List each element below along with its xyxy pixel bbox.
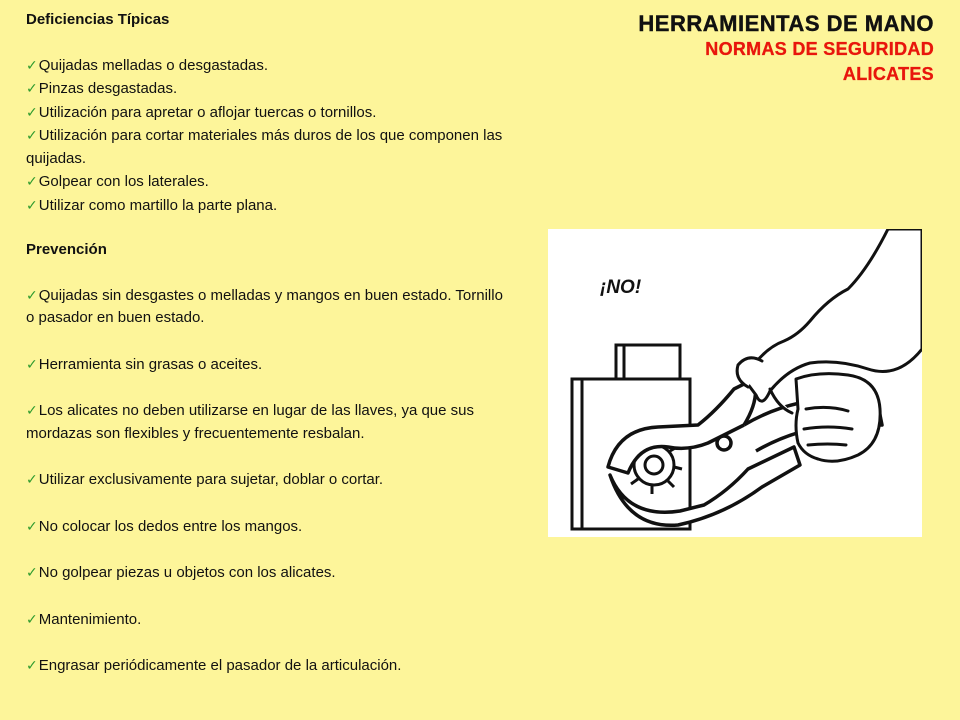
- deficiencias-list: [26, 54, 536, 218]
- prevencion-list: [26, 284, 536, 678]
- list-item: ✓No colocar los dedos entre los mangos.: [26, 517, 303, 535]
- checkmark-icon: ✓: [26, 103, 38, 120]
- checkmark-icon: ✓: [26, 80, 38, 96]
- content-column: [26, 9, 536, 678]
- list-item: ✓Golpear con los laterales.: [26, 173, 209, 190]
- list-item: ✓Utilización para cortar materiales más duros de los que componen las quijadas.: [26, 127, 503, 167]
- list-item: ✓Quijadas melladas o desgastadas.: [26, 56, 269, 74]
- list-item: ✓Utilizar exclusivamente para sujetar, doblar o cortar.: [26, 471, 384, 488]
- pliers-on-nut-illustration-icon: [548, 229, 922, 537]
- prevencion-heading: Prevención: [26, 241, 107, 258]
- list-item: ✓Utilizar como martillo la parte plana.: [26, 196, 278, 214]
- list-item: ✓Mantenimiento.: [26, 610, 142, 628]
- checkmark-icon: ✓: [26, 471, 38, 487]
- list-item: ✓Herramienta sin grasas o aceites.: [26, 355, 263, 373]
- checkmark-icon: ✓: [26, 173, 38, 189]
- list-item: ✓Utilización para apretar o aflojar tuercas o tornillos.: [26, 103, 377, 121]
- page-title: HERRAMIENTAS DE MANO: [638, 11, 934, 36]
- pliers-illustration: [548, 229, 922, 537]
- deficiencias-heading: Deficiencias Típicas: [26, 11, 170, 28]
- checkmark-icon: ✓: [26, 286, 38, 303]
- list-item: ✓Engrasar periódicamente el pasador de la articulación.: [26, 657, 402, 674]
- checkmark-icon: ✓: [26, 56, 38, 73]
- header: [638, 10, 934, 86]
- list-item: ✓Los alicates no deben utilizarse en lugar de las llaves, ya que sus mordazas son flexibles y frecuentemente resbalan.: [26, 402, 474, 442]
- page-subtitle: NORMAS DE SEGURIDAD: [705, 39, 934, 59]
- checkmark-icon: ✓: [26, 657, 38, 673]
- checkmark-icon: ✓: [26, 196, 38, 213]
- list-item: ✓No golpear piezas u objetos con los alicates.: [26, 564, 336, 581]
- list-item: ✓Pinzas desgastadas.: [26, 80, 178, 97]
- checkmark-icon: ✓: [26, 517, 38, 534]
- checkmark-icon: ✓: [26, 402, 38, 418]
- checkmark-icon: ✓: [26, 610, 38, 627]
- checkmark-icon: ✓: [26, 564, 38, 580]
- no-label: ¡NO!: [600, 277, 642, 298]
- list-item: ✓Quijadas sin desgastes o melladas y mangos en buen estado. Tornillo o pasador en buen estado.: [26, 286, 503, 326]
- page-topic: ALICATES: [842, 64, 934, 84]
- checkmark-icon: ✓: [26, 127, 38, 143]
- checkmark-icon: ✓: [26, 355, 38, 372]
